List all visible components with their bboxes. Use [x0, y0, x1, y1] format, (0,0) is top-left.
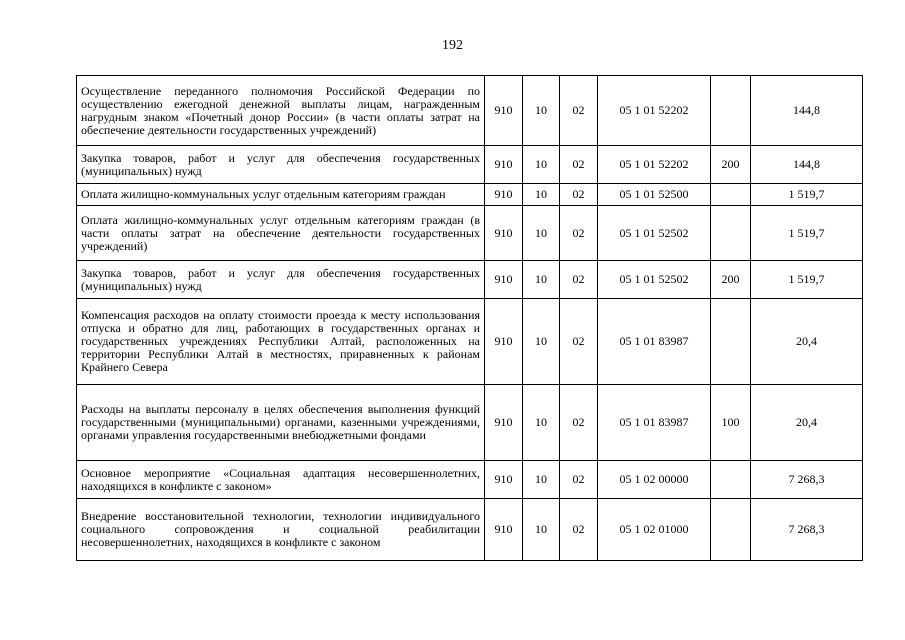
expense-name: Внедрение восстановительной технологии, технологии индивидуального социального сопровождения и социальной реабилитации несовершеннолетних, находящихся в конфликте с законом: [77, 499, 485, 561]
budget-table: [76, 75, 863, 561]
section-code: 10: [523, 499, 560, 561]
target-article-code: 05 1 01 52202: [598, 146, 711, 184]
amount: 1 519,7: [751, 261, 863, 299]
expense-name: Оплата жилищно-коммунальных услуг отдельным категориям граждан: [77, 184, 485, 206]
expense-type-code: 200: [711, 146, 751, 184]
grbs-code: 910: [485, 385, 523, 461]
expense-type-code: [711, 184, 751, 206]
page-number: 192: [442, 38, 463, 53]
subsection-code: 02: [560, 206, 598, 261]
grbs-code: 910: [485, 261, 523, 299]
table-row: [77, 184, 863, 206]
expense-type-code: [711, 76, 751, 146]
grbs-code: 910: [485, 499, 523, 561]
expense-type-code: 200: [711, 261, 751, 299]
subsection-code: 02: [560, 184, 598, 206]
expense-type-code: [711, 299, 751, 385]
subsection-code: 02: [560, 461, 598, 499]
expense-name: Закупка товаров, работ и услуг для обеспечения государственных (муниципальных) нужд: [77, 146, 485, 184]
amount: 20,4: [751, 385, 863, 461]
section-code: 10: [523, 146, 560, 184]
section-code: 10: [523, 206, 560, 261]
target-article-code: 05 1 02 01000: [598, 499, 711, 561]
amount: 144,8: [751, 76, 863, 146]
section-code: 10: [523, 385, 560, 461]
table-row: [77, 146, 863, 184]
target-article-code: 05 1 01 52502: [598, 206, 711, 261]
target-article-code: 05 1 01 52500: [598, 184, 711, 206]
subsection-code: 02: [560, 385, 598, 461]
expense-name: Закупка товаров, работ и услуг для обеспечения государственных (муниципальных) нужд: [77, 261, 485, 299]
target-article-code: 05 1 01 52202: [598, 76, 711, 146]
subsection-code: 02: [560, 76, 598, 146]
expense-type-code: [711, 499, 751, 561]
expense-type-code: 100: [711, 385, 751, 461]
amount: 1 519,7: [751, 184, 863, 206]
grbs-code: 910: [485, 184, 523, 206]
subsection-code: 02: [560, 299, 598, 385]
table-row: [77, 499, 863, 561]
target-article-code: 05 1 01 52502: [598, 261, 711, 299]
table-row: [77, 385, 863, 461]
expense-name: Осуществление переданного полномочия Российской Федерации по осуществлению ежегодной денежной выплаты лицам, награжденным нагрудным знаком «Почетный донор России» (в части оплаты затрат на обеспечение деятельности государственных учреждений): [77, 76, 485, 146]
table-row: [77, 76, 863, 146]
grbs-code: 910: [485, 146, 523, 184]
subsection-code: 02: [560, 499, 598, 561]
target-article-code: 05 1 01 83987: [598, 299, 711, 385]
subsection-code: 02: [560, 146, 598, 184]
amount: 7 268,3: [751, 499, 863, 561]
expense-name: Компенсация расходов на оплату стоимости проезда к месту использования отпуска и обратно для лиц, работающих в государственных органах и государственных учреждениях Республики Алтай, расположенных на территории Республики Алтай в местностях, приравненных к районам Крайнего Севера: [77, 299, 485, 385]
subsection-code: 02: [560, 261, 598, 299]
expense-name: Расходы на выплаты персоналу в целях обеспечения выполнения функций государственными (муниципальными) органами, казенными учреждениями, органами управления государственными внебюджетными фондами: [77, 385, 485, 461]
table-row: [77, 299, 863, 385]
table-row: [77, 206, 863, 261]
grbs-code: 910: [485, 206, 523, 261]
grbs-code: 910: [485, 461, 523, 499]
target-article-code: 05 1 02 00000: [598, 461, 711, 499]
expense-name: Оплата жилищно-коммунальных услуг отдельным категориям граждан (в части оплаты затрат на обеспечение деятельности государственных учреждений): [77, 206, 485, 261]
section-code: 10: [523, 261, 560, 299]
expense-type-code: [711, 206, 751, 261]
amount: 144,8: [751, 146, 863, 184]
expense-name: Основное мероприятие «Социальная адаптация несовершеннолетних, находящихся в конфликте с законом»: [77, 461, 485, 499]
table-row: [77, 461, 863, 499]
amount: 20,4: [751, 299, 863, 385]
grbs-code: 910: [485, 299, 523, 385]
grbs-code: 910: [485, 76, 523, 146]
table-row: [77, 261, 863, 299]
target-article-code: 05 1 01 83987: [598, 385, 711, 461]
section-code: 10: [523, 76, 560, 146]
amount: 1 519,7: [751, 206, 863, 261]
section-code: 10: [523, 299, 560, 385]
expense-type-code: [711, 461, 751, 499]
amount: 7 268,3: [751, 461, 863, 499]
section-code: 10: [523, 461, 560, 499]
section-code: 10: [523, 184, 560, 206]
